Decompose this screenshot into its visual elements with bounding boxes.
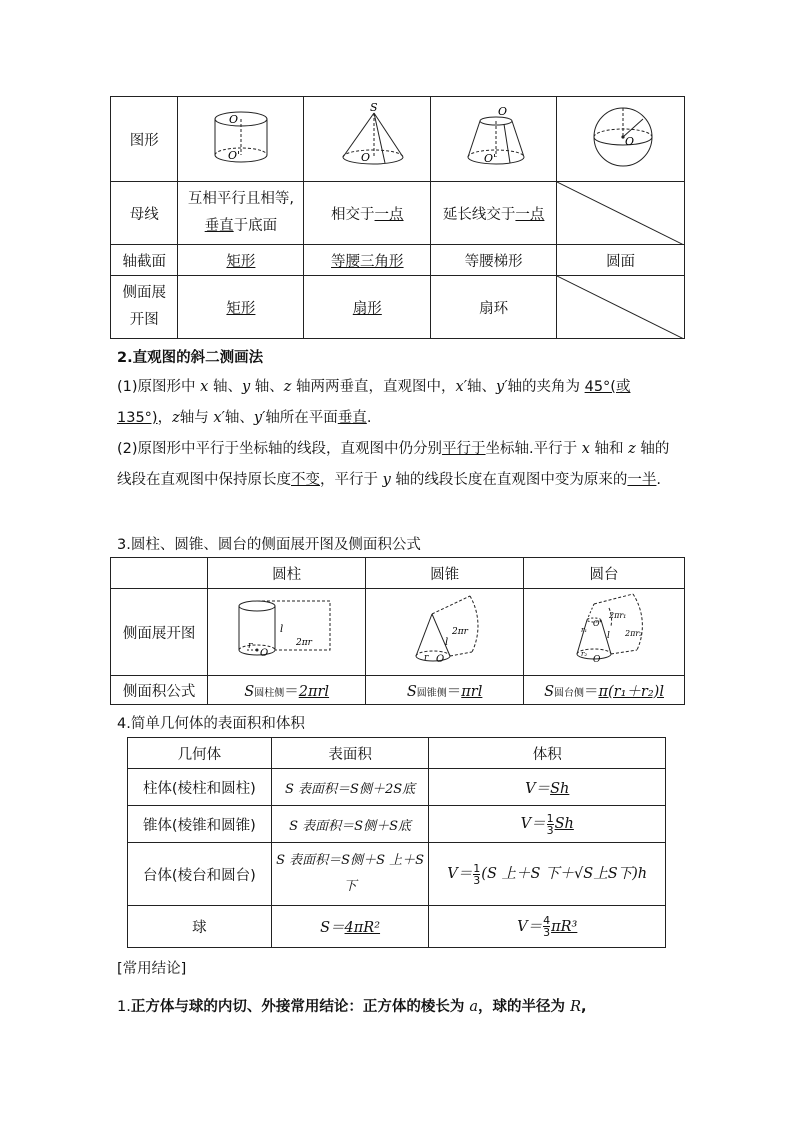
sphere-axial: 圆面 bbox=[557, 245, 685, 276]
cone-axial: 等腰三角形 bbox=[304, 245, 431, 276]
header-volume: 体积 bbox=[429, 738, 666, 769]
cylinder-development-figure bbox=[208, 589, 366, 676]
section4-heading: 4.简单几何体的表面积和体积 bbox=[117, 716, 305, 732]
cylinder-generatrix: 互相平行且相等, 垂直于底面 bbox=[178, 182, 304, 245]
solid-sphere: 球 bbox=[128, 906, 272, 948]
frustum-area: S 表面积＝S侧＋S 上＋S 下 bbox=[271, 843, 429, 906]
svg-text:2πr₁: 2πr₁ bbox=[609, 611, 627, 620]
svg-text:r₁: r₁ bbox=[581, 626, 588, 634]
cylinder-lateral-formula: S圆柱侧＝2πrl bbox=[208, 676, 366, 705]
svg-text:O: O bbox=[361, 151, 371, 164]
svg-text:l: l bbox=[279, 624, 283, 635]
header-solid: 几何体 bbox=[128, 738, 272, 769]
sphere-area: S＝4πR² bbox=[271, 906, 429, 948]
area-volume-table bbox=[127, 737, 666, 948]
svg-text:2πr: 2πr bbox=[295, 638, 312, 648]
solid-prism: 柱体(棱柱和圆柱) bbox=[128, 769, 272, 806]
prism-volume: V＝Sh bbox=[429, 769, 666, 806]
row-label-development: 侧面展开图 bbox=[111, 589, 208, 676]
section2-paragraph-1: (1)原图形中 x 轴、y 轴、z 轴两两垂直，直观图中，x′轴、y′轴的夹角为 45°(或 135°)，z轴与 x′轴、y′轴所在平面垂直. bbox=[117, 379, 631, 426]
svg-text:O: O bbox=[624, 135, 634, 148]
svg-text:O: O bbox=[435, 654, 444, 665]
frustum-figure bbox=[431, 97, 557, 182]
cylinder-axial: 矩形 bbox=[178, 245, 304, 276]
svg-text:r: r bbox=[247, 641, 252, 651]
sphere-figure bbox=[557, 97, 685, 182]
cone-lateral: 扇形 bbox=[304, 276, 431, 339]
corner-cell bbox=[111, 558, 208, 589]
header-cone: 圆锥 bbox=[366, 558, 524, 589]
section2-heading: 2.直观图的斜二测画法 bbox=[117, 350, 264, 366]
frustum-volume: V＝ $\frac{1}{3}$ (S 上＋S 下＋√S上S下)h bbox=[429, 843, 666, 906]
prism-area: S 表面积＝S侧＋2S底 bbox=[271, 769, 429, 806]
svg-text:l: l bbox=[444, 637, 448, 648]
pyramid-volume: V＝ $\frac{1}{3}$ Sh bbox=[429, 806, 666, 843]
svg-text:O': O' bbox=[227, 149, 240, 162]
sphere-lateral-empty bbox=[557, 276, 685, 339]
cylinder-figure bbox=[178, 97, 304, 182]
cone-development-figure bbox=[366, 589, 524, 676]
svg-text:2πr: 2πr bbox=[451, 627, 468, 637]
header-frustum: 圆台 bbox=[524, 558, 685, 589]
svg-text:O': O' bbox=[593, 619, 602, 628]
lateral-area-table bbox=[110, 557, 685, 705]
cone-lateral-formula: S圆锥侧＝πrl bbox=[366, 676, 524, 705]
svg-text:2πr₂: 2πr₂ bbox=[625, 629, 643, 638]
sphere-generatrix-empty bbox=[557, 182, 685, 245]
row-label-lateral-formula: 侧面积公式 bbox=[111, 676, 208, 705]
cylinder-lateral: 矩形 bbox=[178, 276, 304, 339]
row-label-shape: 图形 bbox=[111, 97, 178, 182]
section2-paragraph-2: (2)原图形中平行于坐标轴的线段，直观图中仍分别平行于坐标轴.平行于 x 轴和 z 轴的线段在直观图中保持原长度不变，平行于 y 轴的线段长度在直观图中变为原来的一半. bbox=[117, 441, 670, 488]
frustum-lateral-formula: S圆台侧＝π(r₁＋r₂)l bbox=[524, 676, 685, 705]
svg-text:O': O' bbox=[483, 152, 496, 165]
cone-figure bbox=[304, 97, 431, 182]
svg-text:r₂: r₂ bbox=[581, 650, 588, 658]
sphere-volume: V＝ $\frac{4}{3}$ πR³ bbox=[429, 906, 666, 948]
svg-text:O: O bbox=[228, 113, 238, 126]
section3-heading: 3.圆柱、圆锥、圆台的侧面展开图及侧面积公式 bbox=[117, 537, 421, 553]
solids-table bbox=[110, 96, 685, 339]
frustum-generatrix: 延长线交于一点 bbox=[431, 182, 557, 245]
svg-text:S: S bbox=[370, 101, 378, 114]
frustum-axial: 等腰梯形 bbox=[431, 245, 557, 276]
svg-text:l: l bbox=[607, 631, 610, 641]
svg-text:O: O bbox=[497, 105, 507, 118]
row-label-axial: 轴截面 bbox=[111, 245, 178, 276]
conclusion-1: 1.正方体与球的内切、外接常用结论：正方体的棱长为 a，球的半径为 R, bbox=[117, 999, 587, 1015]
header-cylinder: 圆柱 bbox=[208, 558, 366, 589]
solid-frustum: 台体(棱台和圆台) bbox=[128, 843, 272, 906]
cone-generatrix: 相交于一点 bbox=[304, 182, 431, 245]
frustum-development-figure bbox=[524, 589, 685, 676]
frustum-lateral: 扇环 bbox=[431, 276, 557, 339]
pyramid-area: S 表面积＝S侧＋S底 bbox=[271, 806, 429, 843]
solid-pyramid: 锥体(棱锥和圆锥) bbox=[128, 806, 272, 843]
conclusions-heading: [常用结论] bbox=[117, 961, 187, 977]
row-label-generatrix: 母线 bbox=[111, 182, 178, 245]
svg-text:O: O bbox=[593, 655, 601, 665]
svg-text:O: O bbox=[259, 648, 268, 659]
header-surface-area: 表面积 bbox=[271, 738, 429, 769]
svg-text:r: r bbox=[423, 653, 428, 663]
row-label-lateral: 侧面展开图 bbox=[111, 276, 178, 339]
